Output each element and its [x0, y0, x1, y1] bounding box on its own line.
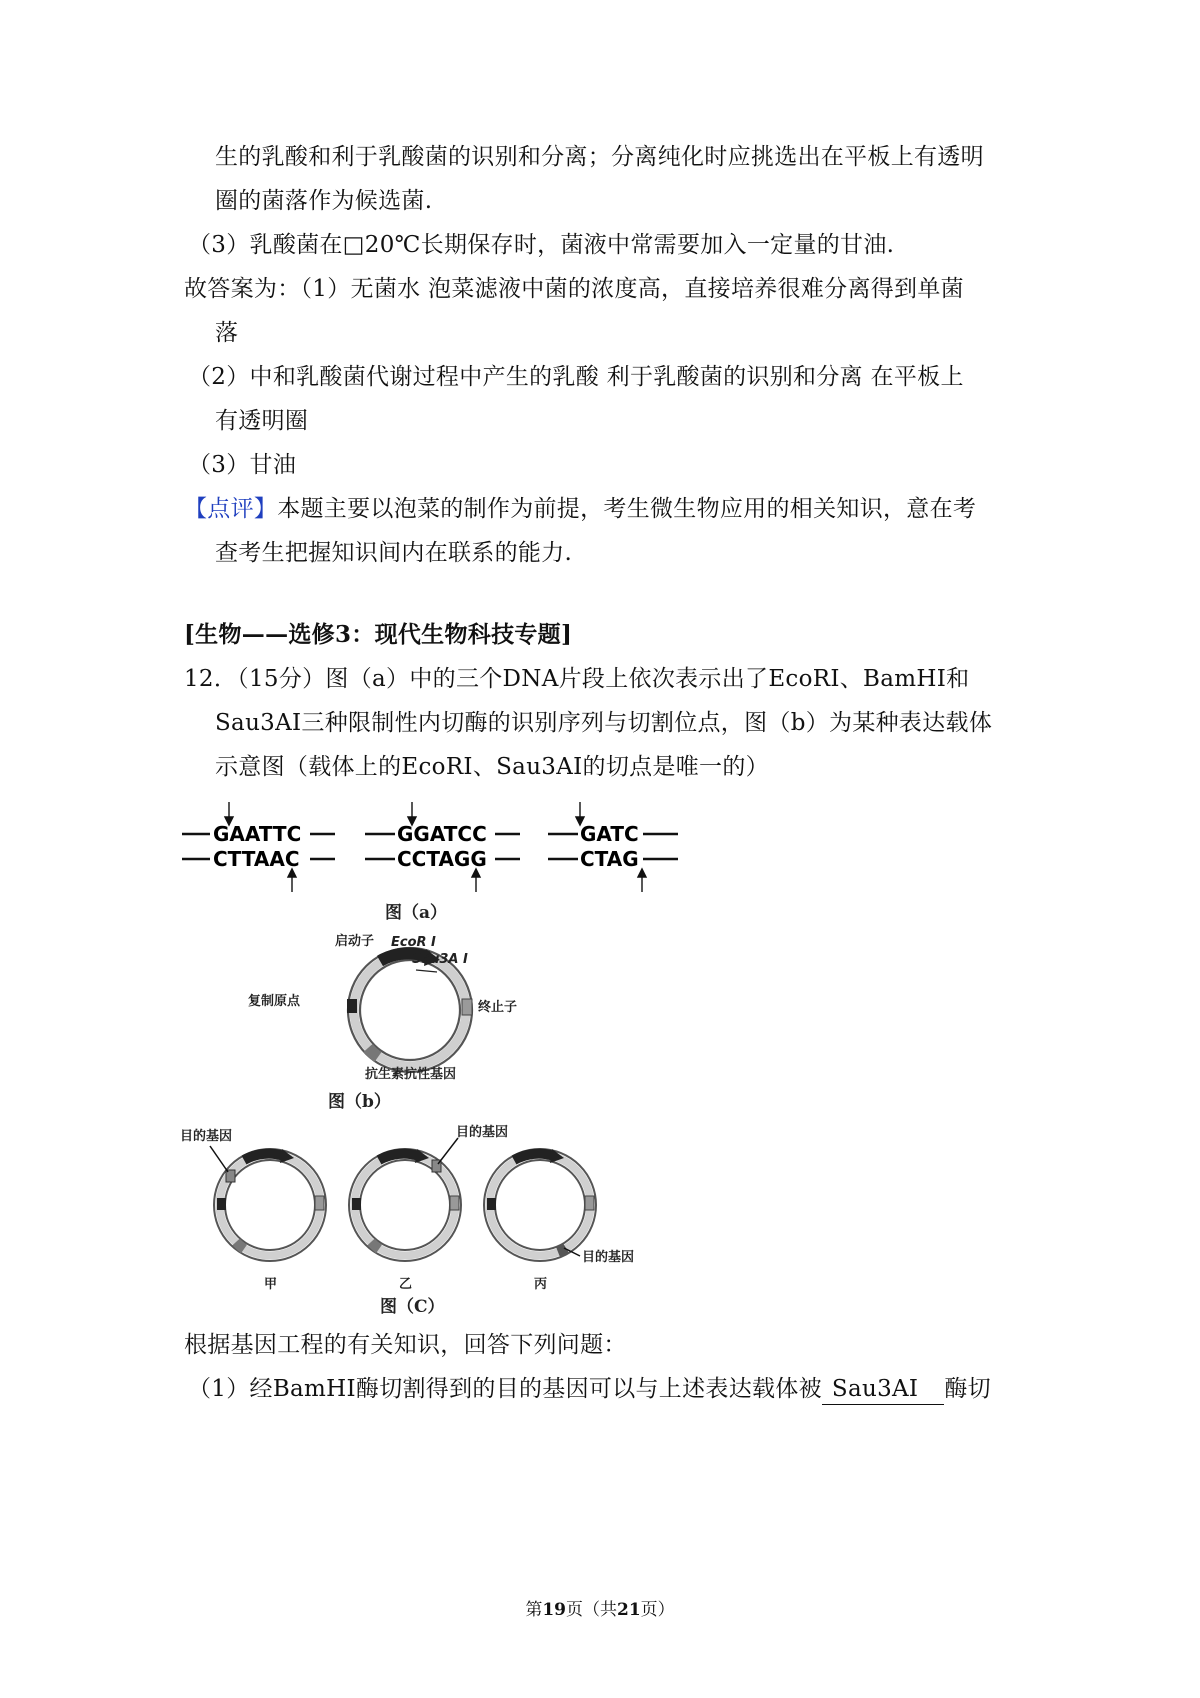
sau3ai-pointer: [416, 970, 437, 972]
figure-a: [180, 800, 700, 925]
section-heading: [生物——选修3：现代生物科技专题]: [184, 621, 573, 648]
plasmid-name-yi: 乙: [399, 1277, 413, 1292]
text-line: （3）乳酸菌在□20℃长期保存时，菌液中常需要加入一定量的甘油.: [188, 232, 895, 258]
question-line: [188, 1372, 991, 1406]
figure-b-caption: 图（b）: [328, 1092, 391, 1112]
footer-text: 页（共: [566, 1600, 617, 1620]
gene-label-yi: 目的基因: [456, 1125, 509, 1140]
comment-tag: 【点评】: [184, 496, 278, 522]
resistance-gene-label: 抗生素抗性基因: [365, 1067, 457, 1082]
page-number: 19: [542, 1600, 566, 1620]
promoter-label: 启动子: [335, 934, 375, 949]
sau3ai-label: Sau3A I: [412, 952, 468, 967]
question-line: 12．（15分）图（a）中的三个DNA片段上依次表示出了EcoRI、BamHI和: [184, 666, 970, 692]
comment-text: 本题主要以泡菜的制作为前提，考生微生物应用的相关知识，意在考: [277, 496, 977, 522]
text-line: （2）中和乳酸菌代谢过程中产生的乳酸 利于乳酸菌的识别和分离 在平板上: [188, 364, 964, 390]
figure-c-caption: 图（C）: [380, 1297, 445, 1315]
sau3ai-top-seq: GATC: [580, 822, 639, 846]
total-pages: 21: [617, 1600, 641, 1620]
sau3ai-bottom-seq: CTAG: [580, 847, 639, 871]
question-line: Sau3AI三种限制性内切酶的识别序列与切割位点，图（b）为某种表达载体: [215, 710, 993, 736]
plasmid-yi: [349, 1138, 461, 1261]
plasmid-name-bing: 丙: [534, 1277, 548, 1292]
text-line: （3）甘油: [188, 452, 297, 478]
text-line: 查考生把握知识间内在联系的能力.: [215, 540, 573, 566]
text-line: 落: [215, 320, 239, 346]
figure-c: [180, 1120, 700, 1315]
footer-text: 第: [525, 1600, 543, 1620]
question-text: （1）经BamHI酶切割得到的目的基因可以与上述表达载体被: [188, 1376, 822, 1402]
terminator-label: 终止子: [478, 1000, 518, 1015]
text-line: 生的乳酸和利于乳酸菌的识别和分离；分离纯化时应挑选出在平板上有透明: [215, 144, 984, 170]
question-line: 示意图（载体上的EcoRI、Sau3AI的切点是唯一的）: [215, 754, 769, 780]
question-text: 酶切: [944, 1376, 991, 1402]
plasmid-jia: [210, 1146, 326, 1261]
answer-line: 故答案为：（1）无菌水 泡菜滤液中菌的浓度高，直接培养很难分离得到单菌: [184, 276, 964, 302]
figure-a-caption: 图（a）: [385, 903, 448, 923]
bamhi-bottom-seq: CCTAGG: [397, 847, 487, 871]
text-line: 有透明圈: [215, 408, 309, 434]
gene-label-jia: 目的基因: [180, 1129, 233, 1144]
footer-text: 页）: [640, 1600, 675, 1620]
plasmid-name-jia: 甲: [264, 1277, 278, 1292]
comment-line: [184, 492, 976, 526]
question-line: 根据基因工程的有关知识，回答下列问题：: [184, 1332, 627, 1358]
plasmid-bing: [484, 1149, 596, 1261]
ecori-top-seq: GAATTC: [213, 822, 302, 846]
ecori-label: EcoR I: [391, 935, 436, 950]
ecori-bottom-seq: CTTAAC: [213, 847, 300, 871]
answer-blank: Sau3AI: [822, 1374, 944, 1405]
page-footer: [0, 1598, 1200, 1622]
gene-label-bing: 目的基因: [582, 1250, 635, 1265]
text-line: 圈的菌落作为候选菌.: [215, 188, 433, 214]
origin-label: 复制原点: [248, 994, 301, 1009]
figure-b: [240, 925, 580, 1115]
bamhi-top-seq: GGATCC: [397, 822, 487, 846]
